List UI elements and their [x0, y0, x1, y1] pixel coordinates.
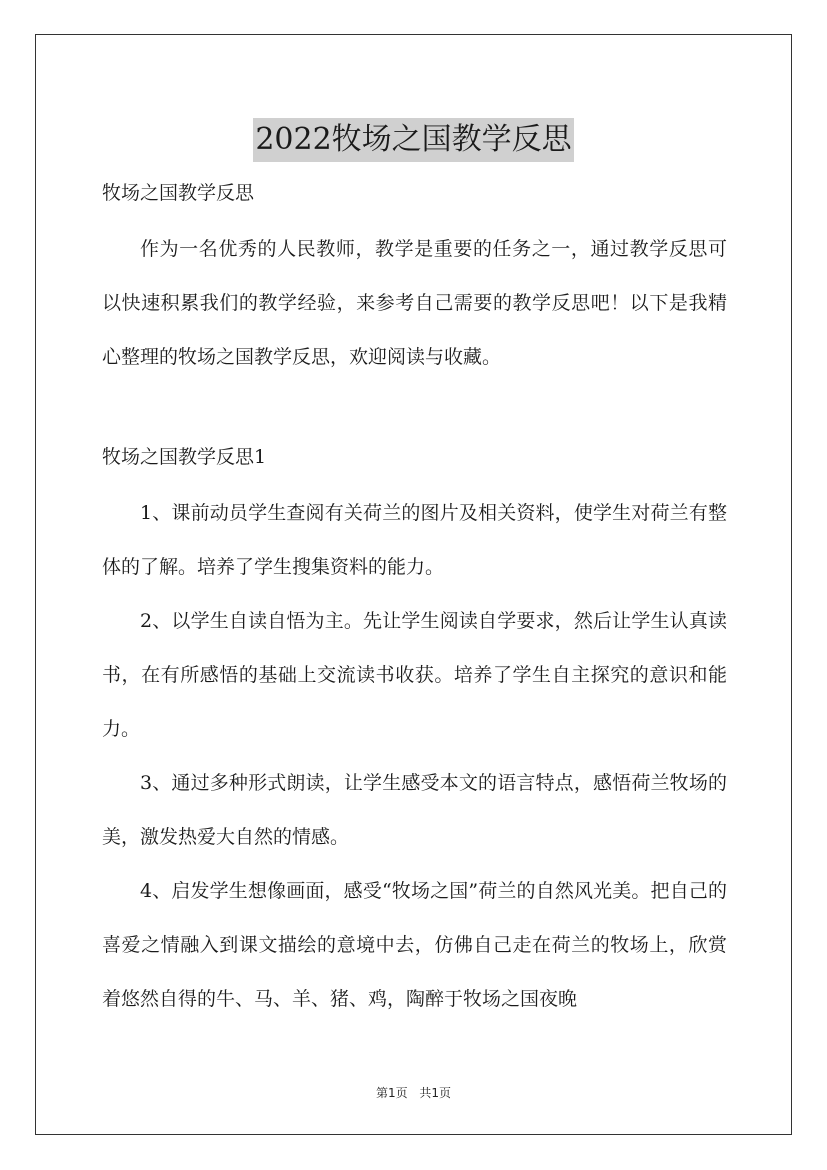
section-heading: 牧场之国教学反思1: [102, 446, 267, 468]
document-subtitle: 牧场之国教学反思: [102, 182, 255, 204]
page-footer: [0, 1084, 827, 1101]
list-item: 1、课前动员学生查阅有关荷兰的图片及相关资料，使学生对荷兰有整体的了解。培养了学生搜集资料的能力。: [102, 502, 727, 578]
page-number: 第1页: [375, 1086, 408, 1100]
list-item: 2、以学生自读自悟为主。先让学生阅读自学要求，然后让学生认真读书，在有所感悟的基础上交流读书收获。培养了学生自主探究的意识和能力。: [102, 610, 727, 740]
intro-paragraph: 作为一名优秀的人民教师，教学是重要的任务之一，通过教学反思可以快速积累我们的教学经验，来参考自己需要的教学反思吧！以下是我精心整理的牧场之国教学反思，欢迎阅读与收藏。: [102, 238, 727, 368]
spacer: [102, 478, 727, 486]
list-item: 3、通过多种形式朗读，让学生感受本文的语言特点，感悟荷兰牧场的美，激发热爱大自然的情感。: [102, 772, 727, 848]
list-item: 4、启发学生想像画面，感受“牧场之国”荷兰的自然风光美。把自己的喜爱之情融入到课文描绘的意境中去，仿佛自己走在荷兰的牧场上，欣赏着悠然自得的牛、马、羊、猪、鸡，陶醉于牧场之国夜晚: [102, 880, 727, 1010]
spacer: [102, 384, 727, 436]
spacer: [102, 214, 727, 222]
document-title: 2022牧场之国教学反思: [253, 118, 573, 162]
title-container: [0, 98, 827, 182]
page-total: 共1页: [419, 1086, 452, 1100]
document-body: [102, 172, 727, 1026]
